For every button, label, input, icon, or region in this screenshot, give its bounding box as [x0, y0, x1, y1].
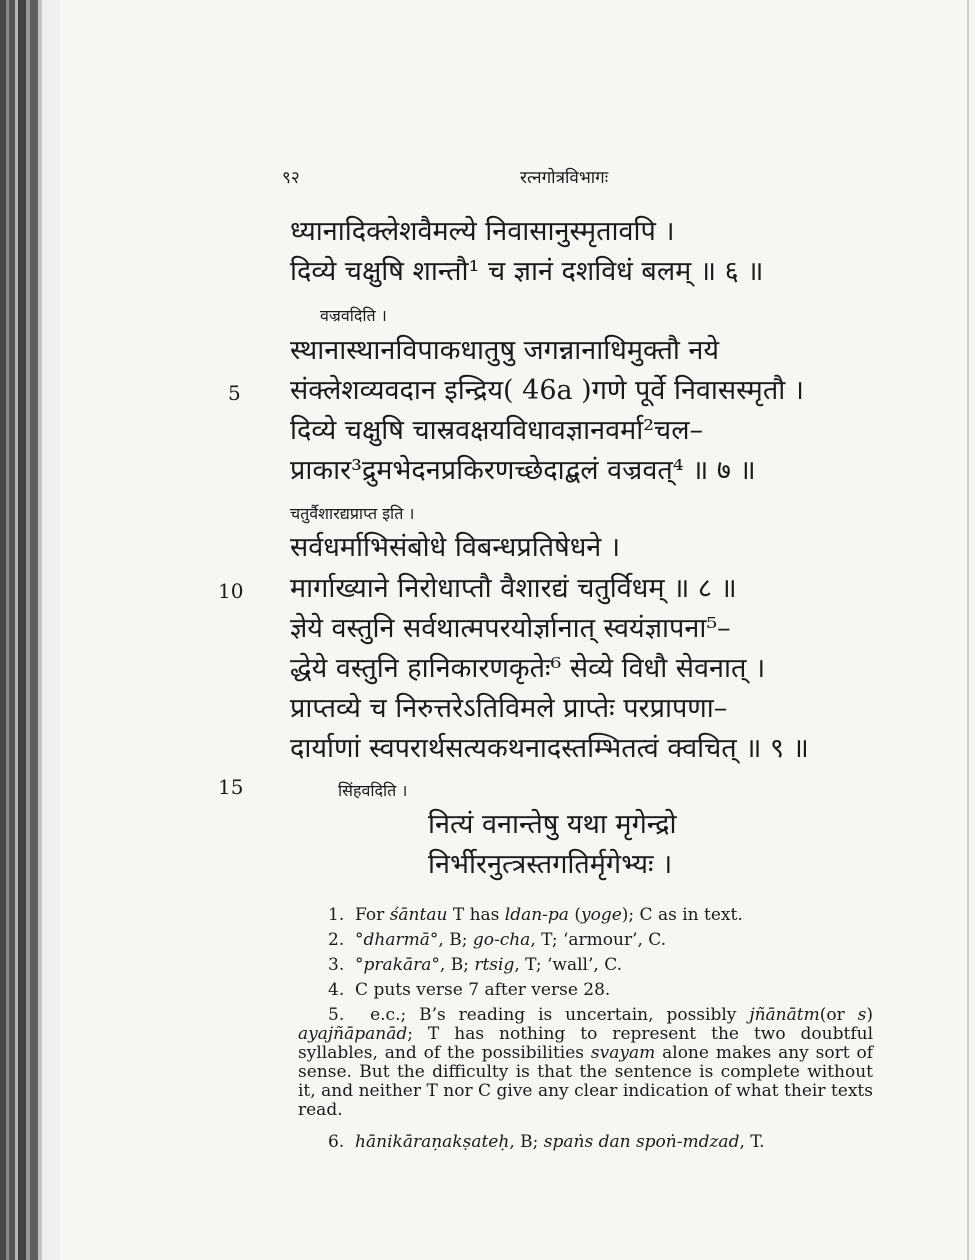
section-heading: चतुर्वैशारद्यप्राप्त इति ।: [290, 504, 415, 523]
page-number: ९२: [282, 168, 300, 188]
verse-line: प्राकार³द्रुमभेदनप्रकिरणच्छेदाद्बलं वज्रवत्⁴ ॥ ७ ॥: [290, 455, 756, 486]
line-number: 15: [218, 775, 244, 799]
verse-line: मार्गाख्याने निरोधाप्तौ वैशारद्यं चतुर्विधम् ॥ ८ ॥: [290, 573, 737, 604]
verse-line: नित्यं वनान्तेषु यथा मृगेन्द्रो: [428, 809, 677, 840]
book-binding-edge: [0, 0, 60, 1260]
footnote: 3. °prakāra°, B; rtsig, T; ‘wall’, C.: [328, 955, 622, 975]
verse-line: दिव्ये चक्षुषि चास्रवक्षयविधावज्ञानवर्मा²चल–: [290, 415, 704, 446]
verse-line: निर्भीरनुत्त्रस्तगतिर्मृगेभ्यः ।: [428, 849, 673, 880]
verse-line: दिव्ये चक्षुषि शान्तौ¹ च ज्ञानं दशविधं बलम् ॥ ६ ॥: [290, 256, 764, 287]
section-heading: वज्रवदिति ।: [320, 306, 387, 325]
verse-line: ज्ञेये वस्तुनि सर्वथात्मपरयोर्ज्ञानात् स्वयंज्ञापना⁵–: [290, 613, 731, 644]
section-heading: सिंहवदिति ।: [338, 781, 408, 800]
footnote: 4. C puts verse 7 after verse 28.: [328, 980, 611, 1000]
verse-line: स्थानास्थानविपाकधातुषु जगन्नानाधिमुक्तौ नये: [290, 335, 720, 366]
verse-line: प्राप्तव्ये च निरुत्तरेऽतिविमले प्राप्तेः परप्रापणा–: [290, 693, 728, 724]
verse-line: द्धेये वस्तुनि हानिकारणकृतेः⁶ सेव्ये विधौ सेवनात् ।: [290, 653, 766, 684]
verse-line: ध्यानादिक्लेशवैमल्ये निवासानुस्मृतावपि ।: [290, 216, 675, 247]
footnote: 2. °dharmā°, B; go-cha, T; ‘armour’, C.: [328, 930, 667, 950]
running-title: रत्नगोत्रविभागः: [520, 168, 609, 188]
verse-line: संक्लेशव्यवदान इन्द्रिय( 46a )गणे पूर्वे निवासस्मृतौ ।: [290, 375, 805, 406]
footnote: 5. e.c.; B’s reading is uncertain, possibly jñānātm(or s) ayajñāpanād; T has nothing to represent the two doubtful syllables, and of the possibilities svayam alone makes any sort of sense. But the difficulty is that the sentence is complete without it, and neither T nor C give any clear indication of what their texts read.: [298, 1005, 873, 1120]
footnote: 1. For śāntau T has ldan-pa (yoge); C as in text.: [328, 905, 743, 925]
footnote: 6. hānikāraṇakṣateḥ, B; spaṅs dan spoṅ-mdzad, T.: [328, 1132, 765, 1152]
page-edge: [967, 0, 969, 1260]
verse-line: सर्वधर्माभिसंबोधे विबन्धप्रतिषेधने ।: [290, 532, 621, 563]
line-number: 10: [218, 579, 244, 603]
line-number: 5: [228, 381, 241, 405]
verse-line: दार्याणां स्वपरार्थसत्यकथनादस्तम्भितत्वं क्वचित् ॥ ९ ॥: [290, 733, 809, 764]
